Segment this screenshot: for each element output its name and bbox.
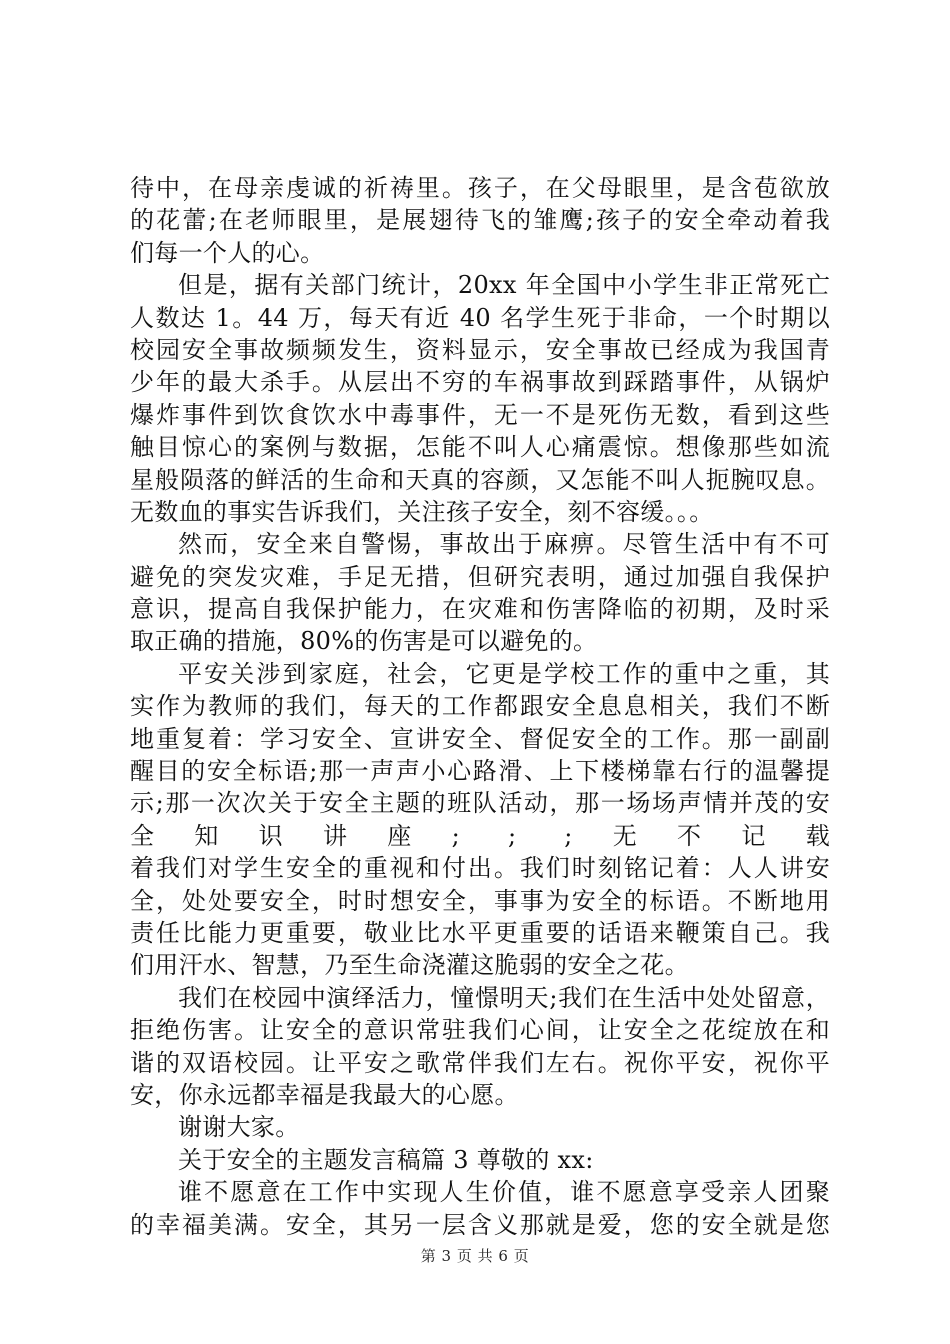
text-line: 取正确的措施，80%的伤害是可以避免的。 [130,627,598,656]
document-body [130,172,830,1241]
page-footer: 第 3 页 共 6 页 [420,1247,530,1265]
text-line: 爆炸事件到饮食饮水中毒事件，无一不是死伤无数，看到这些 [130,400,830,429]
text-line: 着我们对学生安全的重视和付出。我们时刻铭记着：人人讲安 [130,854,830,883]
text-line: 责任比能力更重要，敬业比水平更重要的话语来鞭策自己。我 [130,918,830,947]
text-line: 的花蕾;在老师眼里，是展翅待飞的雏鹰;孩子的安全牵动着我 [130,206,830,235]
text-line: 谁不愿意在工作中实现人生价值，谁不愿意享受亲人团聚 [178,1178,830,1207]
text-line: 待中，在母亲虔诚的祈祷里。孩子，在父母眼里，是含苞欲放 [130,174,830,202]
text-line: 意识，提高自我保护能力，在灾难和伤害降临的初期，及时采 [130,595,830,624]
text-line: 醒目的安全标语;那一声声小心路滑、上下楼梯靠右行的温馨提 [130,757,830,786]
text-line: 但是，据有关部门统计，20xx 年全国中小学生非正常死亡 [178,271,830,300]
text-line: 安，你永远都幸福是我最大的心愿。 [130,1080,519,1109]
text-line: 无数血的事实告诉我们，关注孩子安全，刻不容缓。。。 [130,497,714,526]
text-line: 地重复着：学习安全、宣讲安全、督促安全的工作。那一副副 [130,724,830,753]
text-line: 关于安全的主题发言稿篇 3 尊敬的 xx: [178,1145,594,1174]
text-line: 们用汗水、智慧，乃至生命浇灌这脆弱的安全之花。 [130,951,689,980]
text-line: 拒绝伤害。让安全的意识常驻我们心间，让安全之花绽放在和 [130,1016,830,1045]
text-line: 然而，安全来自警惕，事故出于麻痹。尽管生活中有不可 [178,530,830,559]
text-line: 避免的突发灾难，手足无措，但研究表明，通过加强自我保护 [130,562,830,591]
text-line: 触目惊心的案例与数据，怎能不叫人心痛震惊。想像那些如流 [130,433,830,462]
text-line: 星般陨落的鲜活的生命和天真的容颜，又怎能不叫人扼腕叹息。 [130,465,830,494]
text-line: 实作为教师的我们，每天的工作都跟安全息息相关，我们不断 [130,692,830,721]
text-line: 人数达 1。44 万，每天有近 40 名学生死于非命，一个时期以 [130,303,830,332]
text-line: 谢谢大家。 [178,1113,300,1142]
text-line: 校园安全事故频频发生，资料显示，安全事故已经成为我国青 [130,335,830,364]
text-line: 谐的双语校园。让平安之歌常伴我们左右。祝你平安，祝你平 [130,1048,830,1077]
text-line: 的幸福美满。安全，其另一层含义那就是爱，您的安全就是您 [130,1210,830,1239]
text-line: 示;那一次次关于安全主题的班队活动，那一场场声情并茂的安 [130,789,830,818]
text-line: 全知识讲座; ; ;无不记载 [130,821,830,850]
text-line: 我们在校园中演绎活力，憧憬明天;我们在生活中处处留意， [178,983,830,1012]
text-line: 平安关涉到家庭，社会，它更是学校工作的重中之重，其 [178,659,830,688]
text-line: 全，处处要安全，时时想安全，事事为安全的标语。不断地用 [130,886,830,915]
text-line: 少年的最大杀手。从层出不穷的车祸事故到踩踏事件，从锅炉 [130,368,830,397]
text-line: 们每一个人的心。 [130,238,325,267]
